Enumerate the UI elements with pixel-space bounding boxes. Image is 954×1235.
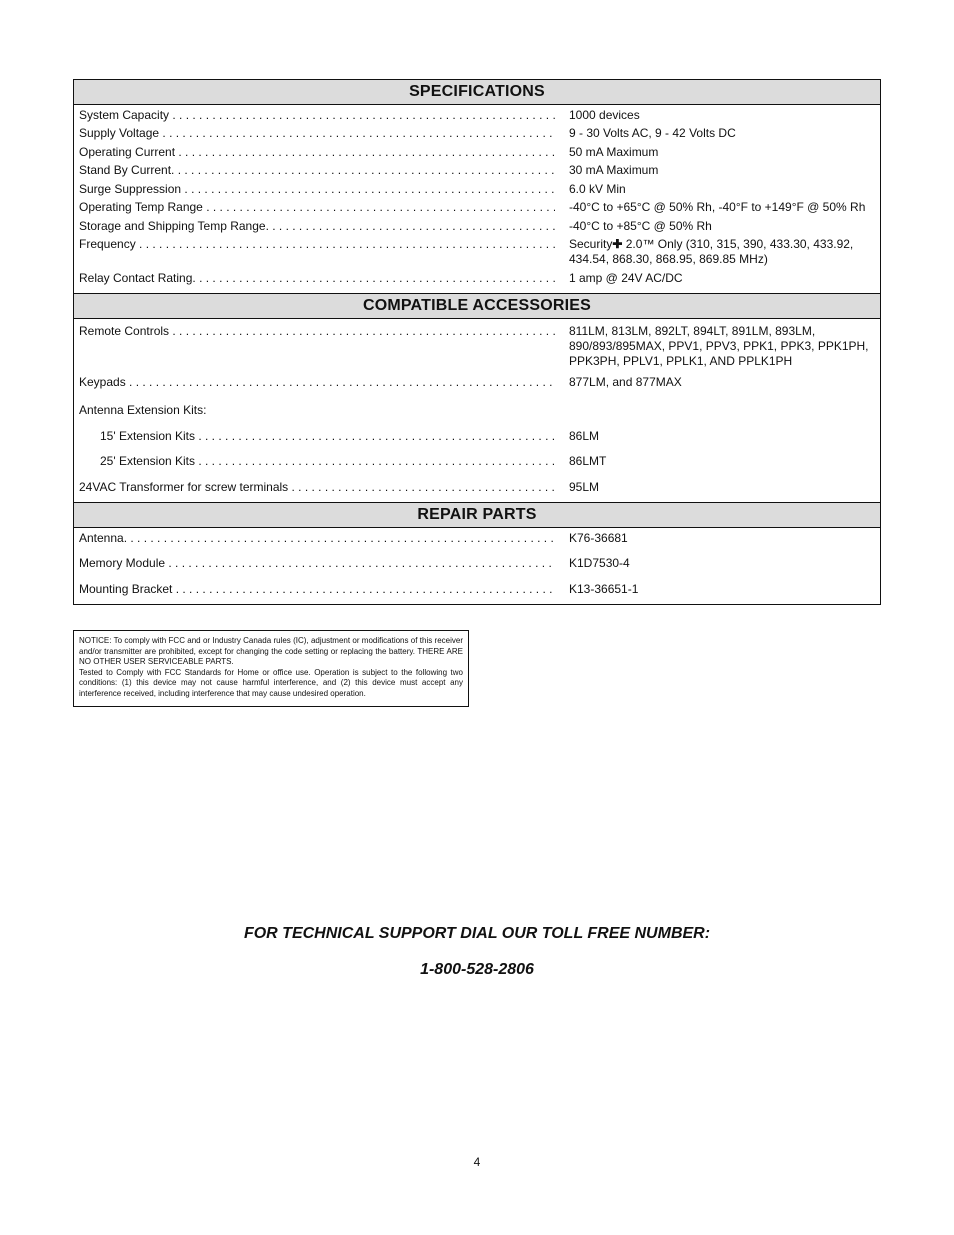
accessory-value: 877LM, and 877MAX bbox=[569, 375, 682, 389]
spec-label: Supply Voltage . . . bbox=[79, 126, 555, 141]
specifications-heading: SPECIFICATIONS bbox=[74, 80, 880, 105]
accessory-value: 811LM, 813LM, 892LT, 894LT, 891LM, 893LM, 890/893/895MAX, PPV1, PPV3, PPK1, PPK3, PPK1PH, PPK3PH, PPLV1, PPLK1, AND PPLK1PH bbox=[569, 324, 869, 368]
repair-label: Memory Module . . . bbox=[79, 556, 555, 571]
spec-value: -40°C to +85°C @ 50% Rh bbox=[569, 219, 712, 233]
spec-value bbox=[569, 237, 874, 267]
accessory-label: Antenna Extension Kits: bbox=[79, 403, 207, 417]
spec-label: Operating Temp Range . . . bbox=[79, 200, 555, 215]
support-phone-number: 1-800-528-2806 bbox=[420, 961, 534, 978]
frequency-brand: Security bbox=[569, 237, 613, 251]
accessories-heading: COMPATIBLE ACCESSORIES bbox=[74, 293, 880, 319]
fcc-notice-box bbox=[73, 630, 469, 707]
spec-label: Operating Current . . . bbox=[79, 145, 555, 160]
fcc-notice-text: NOTICE: To comply with FCC and or Industry Canada rules (IC), adjustment or modifications of this receiver and/or transmitter are prohibited, except for changing the code setting or replacing the battery. THERE ARE NO OTHER USER SERVICEABLE PARTS. bbox=[79, 636, 463, 666]
repair-value: K76-36681 bbox=[569, 531, 628, 545]
specifications-table bbox=[73, 79, 881, 605]
spec-value: 1 amp @ 24V AC/DC bbox=[569, 271, 683, 285]
accessory-label: 25' Extension Kits . . . bbox=[100, 454, 555, 469]
spec-value: 9 - 30 Volts AC, 9 - 42 Volts DC bbox=[569, 126, 736, 140]
repair-value: K13-36651-1 bbox=[569, 582, 639, 596]
spec-label: System Capacity . . . bbox=[79, 108, 555, 123]
page-number: 4 bbox=[473, 1155, 481, 1169]
spec-label: Surge Suppression . . . bbox=[79, 182, 555, 197]
spec-label: Relay Contact Rating. . . . bbox=[79, 271, 555, 286]
accessory-value: 86LM bbox=[569, 429, 600, 443]
spec-label: Stand By Current. . . . bbox=[79, 163, 555, 178]
accessory-label: 15' Extension Kits . . . bbox=[100, 429, 555, 444]
spec-value: -40°C to +65°C @ 50% Rh, -40°F to +149°F @ 50% Rh bbox=[569, 200, 866, 214]
spec-label: Storage and Shipping Temp Range. . . . bbox=[79, 219, 555, 234]
support-heading: FOR TECHNICAL SUPPORT DIAL OUR TOLL FREE NUMBER: bbox=[243, 925, 711, 942]
spec-value: 30 mA Maximum bbox=[569, 163, 659, 177]
repair-heading: REPAIR PARTS bbox=[74, 502, 880, 528]
frequency-detail: 2.0™ Only (310, 315, 390, 433.30, 433.92, 434.54, 868.30, 868.95, 869.85 MHz) bbox=[569, 237, 854, 266]
spec-value: 1000 devices bbox=[569, 108, 640, 122]
accessory-label: Remote Controls . . . bbox=[79, 324, 555, 339]
accessory-label: Keypads . . . bbox=[79, 375, 555, 390]
spec-label: Frequency . . . bbox=[79, 237, 555, 252]
repair-label: Mounting Bracket . . . bbox=[79, 582, 555, 597]
spec-value: 50 mA Maximum bbox=[569, 145, 659, 159]
plus-icon: ✚ bbox=[612, 237, 623, 251]
accessory-value: 95LM bbox=[569, 480, 600, 494]
repair-label: Antenna. . . . bbox=[79, 531, 555, 546]
repair-value: K1D7530-4 bbox=[569, 556, 630, 570]
spec-value: 6.0 kV Min bbox=[569, 182, 626, 196]
accessory-label: 24VAC Transformer for screw terminals . . . bbox=[79, 480, 555, 495]
fcc-compliance-text: Tested to Comply with FCC Standards for Home or office use. Operation is subject to the following two conditions: (1) this device may not cause harmful interference, and (2) this device must accept any interference received, including interference that may cause undesired operation. bbox=[79, 667, 463, 698]
accessory-value: 86LMT bbox=[569, 454, 607, 468]
